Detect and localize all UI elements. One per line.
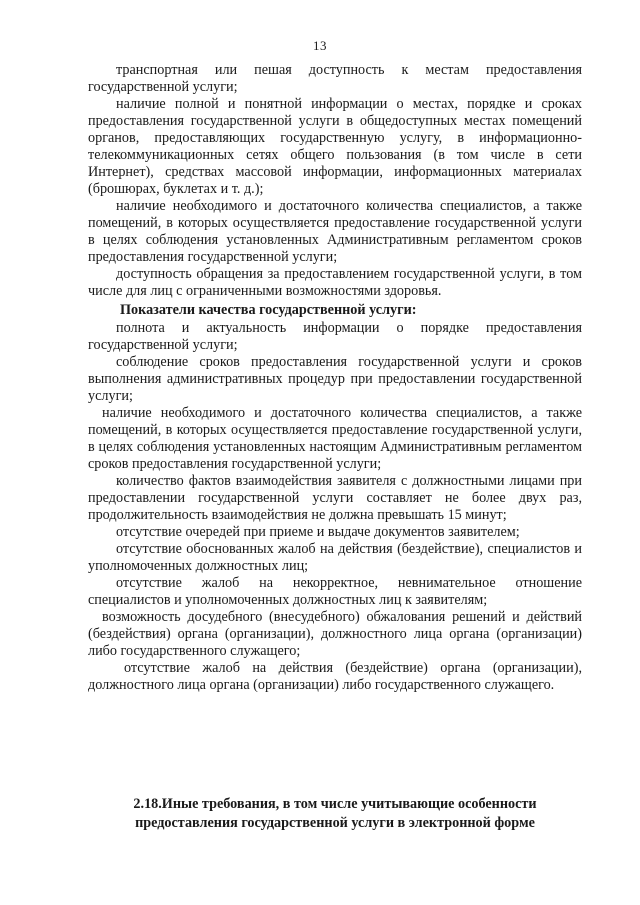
paragraph-staff-and-premises: наличие необходимого и достаточного количества специалистов, а также помещений, в которых осуществляется предоставление государственной услуги в целях соблюдения установленных Административным регламентом сроков предоставления государственной услуги; xyxy=(88,198,582,265)
paragraph-no-action-complaints: отсутствие жалоб на действия (бездействие) органа (организации), должностного лица органа (организации) либо государственного служащего. xyxy=(88,660,582,693)
paragraph-deadlines-compliance: соблюдение сроков предоставления государственной услуги и сроков выполнения административных процедур при предоставлении государственной услуги; xyxy=(88,354,582,404)
paragraph-transport-access: транспортная или пешая доступность к местам предоставления государственной услуги; xyxy=(88,62,582,95)
section-heading-line-1: 2.18.Иные требования, в том числе учитывающие особенности xyxy=(133,796,537,812)
paragraph-staff-sufficiency: наличие необходимого и достаточного количества специалистов, а также помещений, в которых осуществляется предоставление государственной услуги, в целях соблюдения установленных настоящим Административным регламентом сроков предоставления государственной услуги; xyxy=(88,405,582,472)
document-body xyxy=(88,62,582,694)
paragraph-no-queues: отсутствие очередей при приеме и выдаче документов заявителем; xyxy=(116,524,520,540)
paragraph-information-availability: наличие полной и понятной информации о местах, порядке и сроках предоставления государственной услуги в общедоступных местах помещений органов, предоставляющих государственную услугу, в информационно-телекоммуникационных сетях общего пользования (в том числе в сети Интернет), средствах массовой информации, информационных материалах (брошюрах, буклетах и т. д.); xyxy=(88,96,582,197)
paragraph-accessibility: доступность обращения за предоставлением государственной услуги, в том числе для лиц с ограниченными возможностями здоровья. xyxy=(88,266,582,299)
paragraph-information-completeness: полнота и актуальность информации о порядке предоставления государственной услуги; xyxy=(88,320,582,353)
paragraph-pretrial-appeal: возможность досудебного (внесудебного) обжалования решений и действий (бездействия) органа (организации), должностного лица органа (организации) либо государственного служащего; xyxy=(88,609,582,659)
paragraph-interaction-count: количество фактов взаимодействия заявителя с должностными лицами при предоставлении государственной услуги составляет не более двух раз, продолжительность взаимодействия не должна превышать 15 минут; xyxy=(88,473,582,523)
section-heading xyxy=(88,795,582,833)
paragraph-no-justified-complaints: отсутствие обоснованных жалоб на действия (бездействие), специалистов и уполномоченных должностных лиц; xyxy=(88,541,582,574)
quality-indicators-heading: Показатели качества государственной услуги: xyxy=(120,302,417,318)
page-number: 13 xyxy=(313,38,327,53)
paragraph-no-attitude-complaints: отсутствие жалоб на некорректное, невнимательное отношение специалистов и уполномоченных должностных лиц к заявителям; xyxy=(88,575,582,608)
section-heading-line-2: предоставления государственной услуги в электронной форме xyxy=(135,815,535,831)
